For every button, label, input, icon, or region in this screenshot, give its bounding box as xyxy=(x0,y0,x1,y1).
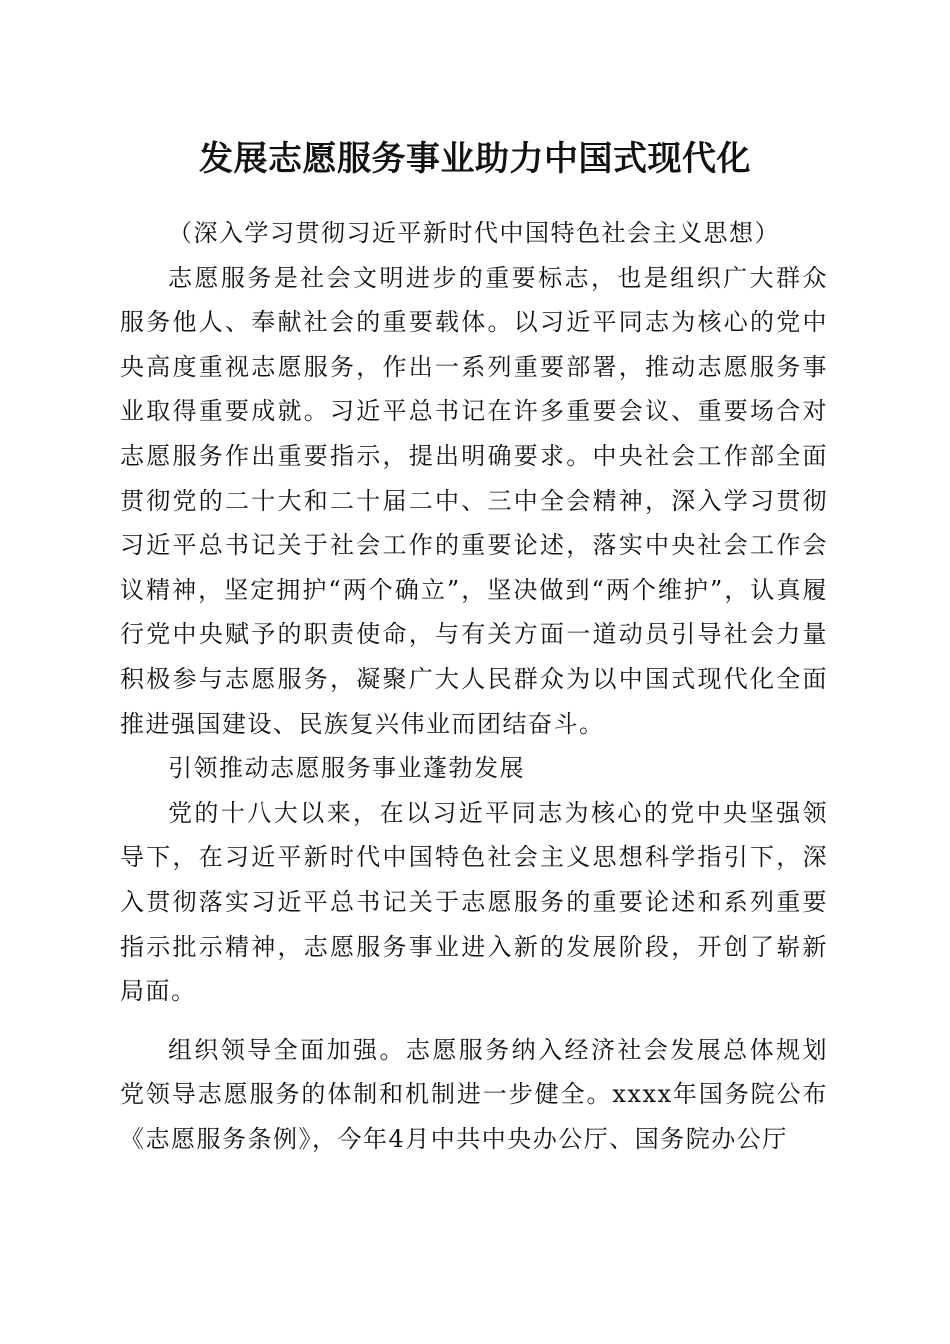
paragraph-organization: 组织领导全面加强。志愿服务纳入经济社会发展总体规划党领导志愿服务的体制和机制进一步健全。xxxx年国务院公布《志愿服务条例》，今年4月中共中央办公厅、国务院办公厅 xyxy=(120,1035,828,1153)
paragraph-development: 党的十八大以来，在以习近平同志为核心的党中央坚强领导下，在习近平新时代中国特色社会主义思想科学指引下，深入贯彻落实习近平总书记关于志愿服务的重要论述和系列重要指示批示精神，志愿服务事业进入新的发展阶段，开创了崭新局面。 xyxy=(120,798,828,1006)
section-heading: 引领推动志愿服务事业蓬勃发展 xyxy=(168,754,525,783)
document-subtitle: （深入学习贯彻习近平新时代中国特色社会主义思想） xyxy=(168,219,780,247)
document-title: 发展志愿服务事业助力中国式现代化 xyxy=(199,139,751,179)
document-body xyxy=(120,211,828,1161)
paragraph-intro: 志愿服务是社会文明进步的重要标志，也是组织广大群众服务他人、奉献社会的重要载体。以习近平同志为核心的党中央高度重视志愿服务，作出一系列重要部署，推动志愿服务事业取得重要成就。习近平总书记在许多重要会议、重要场合对志愿服务作出重要指示，提出明确要求。中央社会工作部全面贯彻党的二十大和二十届二中、三中全会精神，深入学习贯彻习近平总书记关于社会工作的重要论述，落实中央社会工作会议精神，坚定拥护“两个确立”，坚决做到“两个维护”，认真履行党中央赋予的职责使命，与有关方面一道动员引导社会力量积极参与志愿服务，凝聚广大人民群众为以中国式现代化全面推进强国建设、民族复兴伟业而团结奋斗。 xyxy=(120,263,828,738)
